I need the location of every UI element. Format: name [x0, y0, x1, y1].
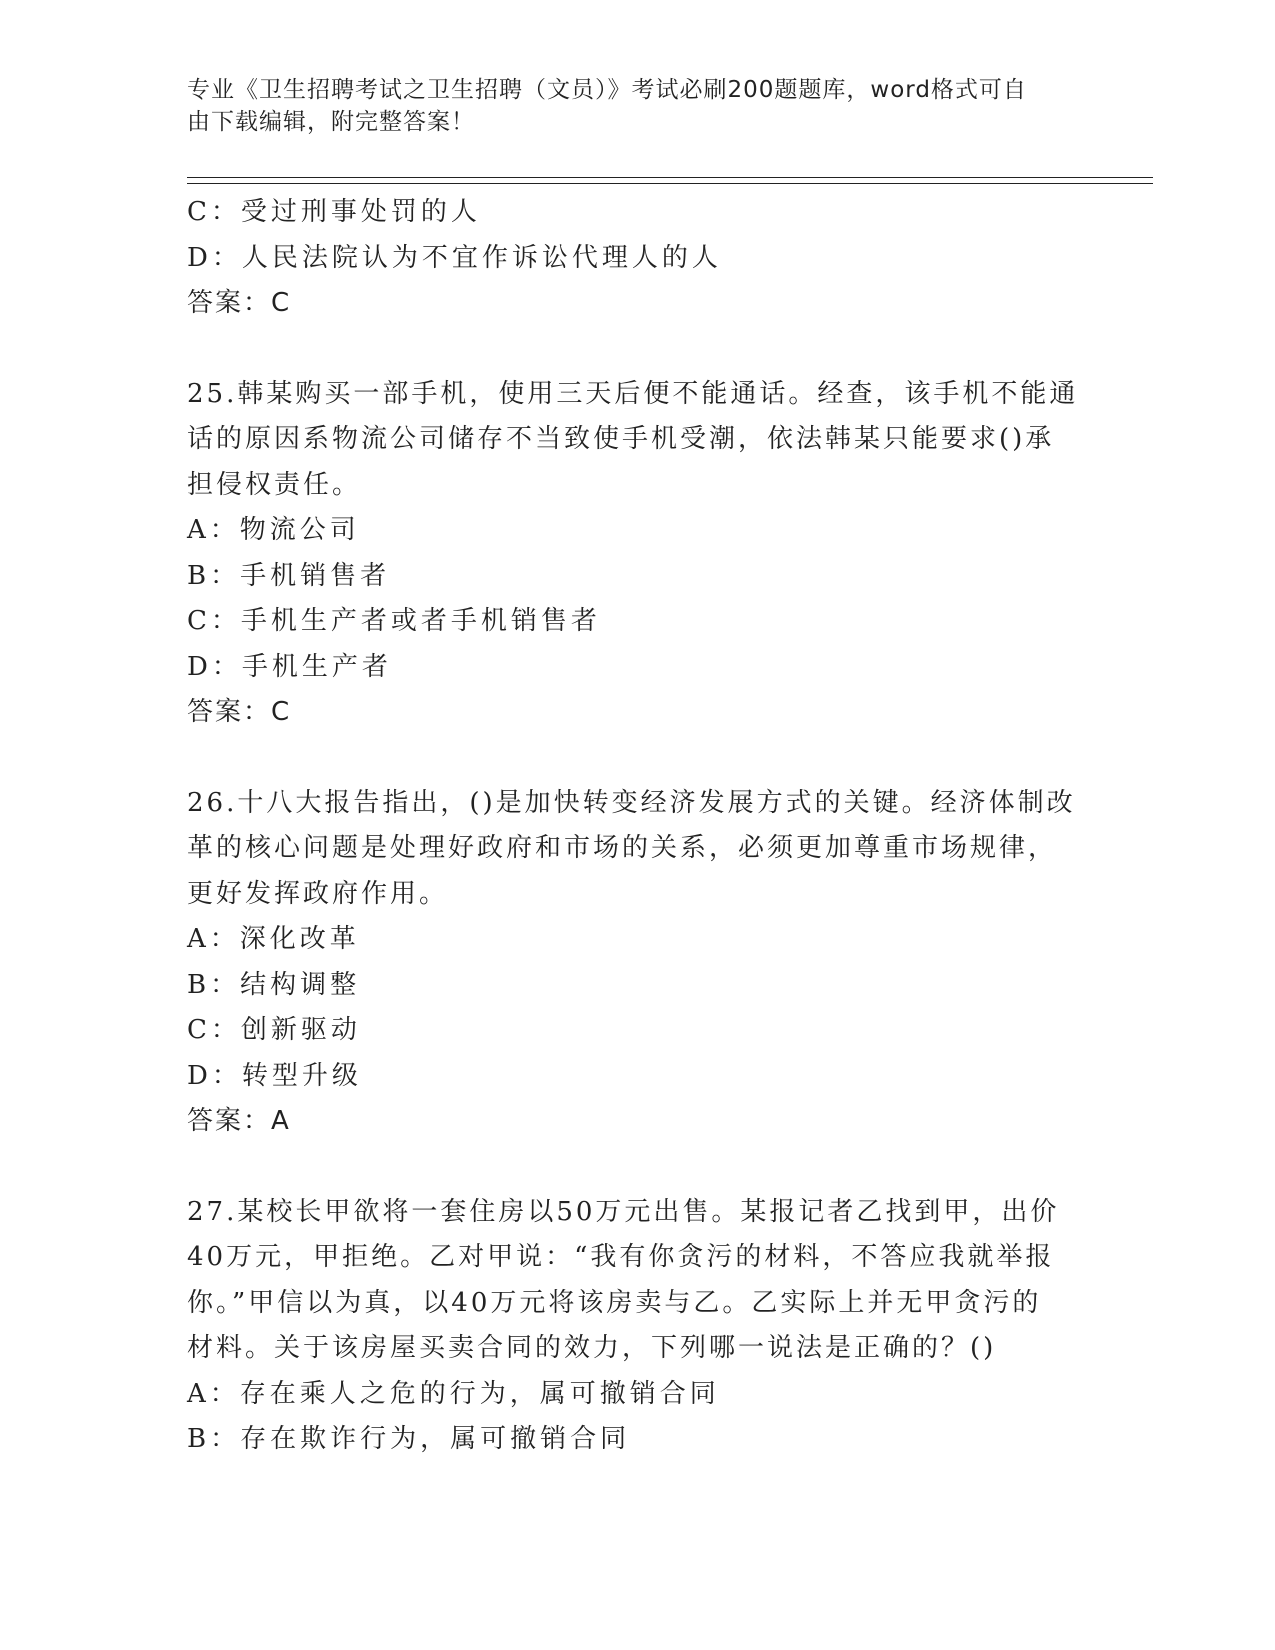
stem-line: 担侵权责任。	[187, 469, 362, 500]
option-d: D：手机生产者	[187, 651, 392, 682]
question-stem	[187, 1190, 1087, 1372]
answer-label: 答案：C	[187, 288, 292, 318]
option-d: D：转型升级	[187, 1060, 362, 1091]
option-c: C：受过刑事处罚的人	[187, 197, 481, 227]
option-c: C：创新驱动	[187, 1015, 361, 1045]
answer-label: 答案：A	[187, 1106, 291, 1136]
question-block-25	[187, 372, 1087, 736]
stem-line: 你。”甲信以为真，以40万元将该房卖与乙。乙实际上并无甲贪污的	[187, 1287, 1042, 1318]
stem-line: 话的原因系物流公司储存不当致使手机受潮，依法韩某只能要求()承	[187, 424, 1055, 454]
question-stem	[187, 372, 1087, 509]
header-line-1: 专业《卫生招聘考试之卫生招聘（文员）》考试必刷200题题库，word格式可自	[187, 77, 1027, 103]
answer-label: 答案：C	[187, 697, 292, 727]
document-header	[187, 74, 1067, 138]
stem-line: 27.某校长甲欲将一套住房以50万元出售。某报记者乙找到甲，出价	[187, 1196, 1060, 1227]
stem-line: 材料。关于该房屋买卖合同的效力，下列哪一说法是正确的？()	[187, 1333, 997, 1363]
option-a: A：存在乘人之危的行为，属可撤销合同	[187, 1378, 720, 1409]
question-block-26	[187, 781, 1087, 1145]
stem-line: 40万元，甲拒绝。乙对甲说：“我有你贪污的材料，不答应我就举报	[187, 1242, 1055, 1272]
header-line-2: 由下载编辑，附完整答案！	[187, 109, 475, 135]
option-a: A：物流公司	[187, 515, 360, 545]
option-c: C：手机生产者或者手机销售者	[187, 606, 601, 636]
stem-line: 26.十八大报告指出，()是加快转变经济发展方式的关键。经济体制改	[187, 787, 1076, 818]
question-stem	[187, 781, 1087, 918]
stem-line: 革的核心问题是处理好政府和市场的关系，必须更加尊重市场规律，	[187, 833, 1058, 863]
stem-line: 更好发挥政府作用。	[187, 878, 449, 909]
option-b: B：手机销售者	[187, 560, 391, 591]
option-b: B：存在欺诈行为，属可撤销合同	[187, 1424, 631, 1454]
question-list	[187, 190, 1087, 1463]
question-block-27	[187, 1190, 1087, 1463]
option-b: B：结构调整	[187, 969, 361, 1000]
stem-line: 25.韩某购买一部手机，使用三天后便不能通话。经查，该手机不能通	[187, 378, 1079, 409]
question-block-24-continued	[187, 190, 1087, 327]
option-d: D：人民法院认为不宜作诉讼代理人的人	[187, 242, 722, 273]
header-divider-top	[187, 177, 1153, 178]
header-divider-bottom	[187, 183, 1153, 184]
option-a: A：深化改革	[187, 924, 360, 954]
